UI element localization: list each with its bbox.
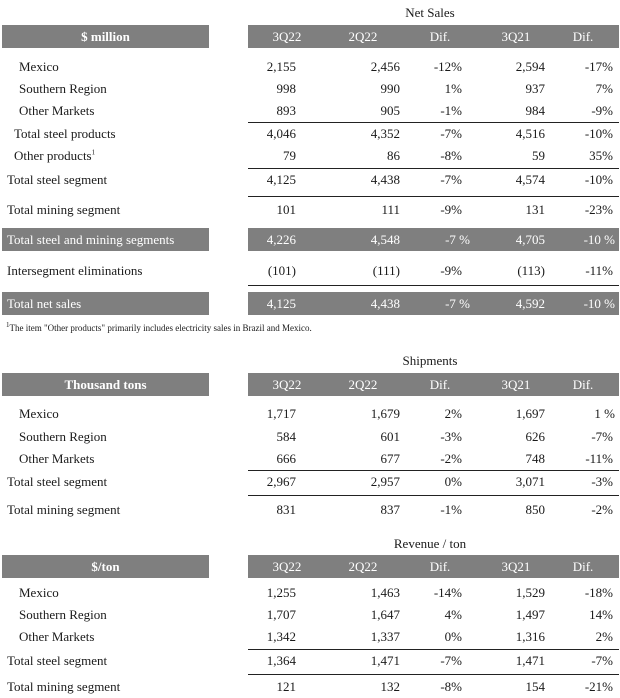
row-label: Total net sales — [7, 296, 82, 311]
table-row — [2, 146, 619, 166]
cell: 1,707 — [266, 607, 296, 622]
net-sales-header — [2, 25, 619, 48]
shipments-header-label: Thousand tons — [2, 373, 209, 396]
cell: (101) — [267, 263, 296, 278]
cell: -7% — [591, 429, 613, 444]
rule — [248, 495, 619, 496]
cell: 4,705 — [515, 232, 545, 247]
cell: 35% — [589, 148, 613, 163]
cell: 121 — [276, 679, 296, 694]
cell: 905 — [380, 103, 400, 118]
table-row — [2, 651, 619, 671]
col-3q22: 3Q22 — [272, 377, 302, 392]
cell: 998 — [276, 81, 296, 96]
cell: 14% — [589, 607, 613, 622]
footnote — [6, 322, 312, 334]
cell: 1 % — [594, 406, 615, 421]
cell: -7% — [440, 653, 462, 668]
net-sales-title: Net Sales — [405, 5, 455, 20]
col-3q21: 3Q21 — [501, 559, 531, 574]
cell: -7 % — [445, 296, 470, 311]
cell: -3% — [591, 474, 613, 489]
cell: -7% — [591, 653, 613, 668]
cell: 1,364 — [266, 653, 296, 668]
cell: 4,516 — [515, 126, 545, 141]
cell: 984 — [525, 103, 545, 118]
cell: -10 % — [583, 232, 615, 247]
table-row — [2, 627, 619, 647]
footnote-text: The item "Other products" primarily includes electricity sales in Brazil and Mexico. — [9, 323, 312, 333]
table-row — [2, 101, 619, 121]
col-3q21: 3Q21 — [501, 377, 531, 392]
rule — [248, 470, 619, 471]
revenue-per-ton-title: Revenue / ton — [393, 536, 467, 551]
cell: 1,647 — [370, 607, 400, 622]
cell: 2,155 — [266, 59, 296, 74]
cell: -11% — [585, 263, 613, 278]
cell: 2,456 — [370, 59, 400, 74]
cell: -2% — [591, 502, 613, 517]
cell: -3% — [440, 429, 462, 444]
cell: -23% — [584, 202, 613, 217]
row-label — [14, 146, 95, 166]
cell: 4,046 — [266, 126, 296, 141]
table-row-total-net-sales — [2, 292, 619, 315]
cell: -21% — [584, 679, 613, 694]
revenue-per-ton-header-label: $/ton — [2, 555, 209, 578]
cell: 626 — [525, 429, 545, 444]
col-dif-1: Dif. — [429, 29, 451, 44]
cell: 601 — [380, 429, 400, 444]
row-label: Other Markets — [19, 103, 95, 118]
cell: 1,697 — [515, 406, 545, 421]
cell: 4,574 — [515, 172, 545, 187]
col-dif-1: Dif. — [429, 559, 451, 574]
cell: 1,679 — [370, 406, 400, 421]
cell: 79 — [283, 148, 296, 163]
cell: 850 — [525, 502, 545, 517]
cell: -9% — [440, 263, 462, 278]
cell: -9% — [440, 202, 462, 217]
row-label: Mexico — [19, 59, 59, 74]
cell: 584 — [276, 429, 296, 444]
cell: -14% — [433, 585, 462, 600]
cell: 4,125 — [266, 172, 296, 187]
cell: 2% — [595, 629, 613, 644]
row-bg — [248, 228, 619, 251]
cell: 111 — [381, 202, 400, 217]
row-label: Total steel segment — [7, 172, 108, 187]
cell: 4,548 — [370, 232, 400, 247]
shipments-header — [2, 373, 619, 396]
cell: 2% — [444, 406, 462, 421]
table-row — [2, 449, 619, 469]
footnote-mark: 1 — [91, 148, 96, 157]
cell: 4,226 — [266, 232, 296, 247]
cell: 132 — [380, 679, 400, 694]
rule — [248, 674, 619, 675]
col-dif-2: Dif. — [572, 29, 594, 44]
table-row — [2, 79, 619, 99]
row-label: Total steel segment — [7, 653, 108, 668]
cell: -17% — [584, 59, 613, 74]
table-row — [2, 124, 619, 144]
cell: 893 — [276, 103, 296, 118]
col-3q22: 3Q22 — [272, 29, 302, 44]
rule — [248, 196, 619, 197]
col-2q22: 2Q22 — [348, 377, 378, 392]
cell: -1% — [440, 103, 462, 118]
footnote-mark: 1 — [6, 321, 10, 329]
cell: 4,352 — [370, 126, 400, 141]
cell: 1,337 — [370, 629, 400, 644]
table-row — [2, 427, 619, 447]
rule — [248, 168, 619, 169]
cell: 937 — [525, 81, 545, 96]
shipments-title: Shipments — [402, 353, 458, 368]
row-bg — [248, 292, 619, 315]
table-row — [2, 261, 619, 281]
table-row — [2, 605, 619, 625]
cell: 4,592 — [515, 296, 545, 311]
row-label: Southern Region — [19, 607, 107, 622]
cell: 86 — [387, 148, 400, 163]
cell: 7% — [595, 81, 613, 96]
cell: -10% — [584, 172, 613, 187]
cell: -10% — [584, 126, 613, 141]
cell: 1,255 — [266, 585, 296, 600]
rule — [248, 649, 619, 650]
cell: -11% — [585, 451, 613, 466]
rule — [248, 285, 619, 286]
cell: 1,463 — [370, 585, 400, 600]
cell: 0% — [444, 474, 462, 489]
row-label: Total steel products — [14, 126, 116, 141]
row-label: Total steel and mining segments — [7, 232, 175, 247]
row-label: Total steel segment — [7, 474, 108, 489]
row-label: Southern Region — [19, 429, 107, 444]
cell: -12% — [433, 59, 462, 74]
cell: 4,438 — [370, 296, 400, 311]
shipments-table — [2, 373, 619, 523]
table-row — [2, 57, 619, 77]
cell: -2% — [440, 451, 462, 466]
row-label: Total mining segment — [7, 202, 121, 217]
table-row — [2, 472, 619, 492]
cell: 2,957 — [370, 474, 400, 489]
cell: 990 — [380, 81, 400, 96]
cell: 748 — [525, 451, 545, 466]
table-row — [2, 583, 619, 603]
cell: 3,071 — [515, 474, 545, 489]
cell: -18% — [584, 585, 613, 600]
col-3q22: 3Q22 — [272, 559, 302, 574]
cell: (113) — [517, 263, 545, 278]
row-label-text: Other products — [14, 148, 92, 163]
table-row — [2, 500, 619, 520]
cell: 1,316 — [515, 629, 545, 644]
cell: 666 — [276, 451, 296, 466]
cell: 4,438 — [370, 172, 400, 187]
revenue-per-ton-table — [2, 555, 619, 698]
col-2q22: 2Q22 — [348, 29, 378, 44]
table-row — [2, 200, 619, 220]
row-label: Southern Region — [19, 81, 107, 96]
col-dif-1: Dif. — [429, 377, 451, 392]
cell: 59 — [532, 148, 545, 163]
cell: -10 % — [583, 296, 615, 311]
col-2q22: 2Q22 — [348, 559, 378, 574]
cell: 4% — [444, 607, 462, 622]
cell: 101 — [276, 202, 296, 217]
col-dif-2: Dif. — [572, 559, 594, 574]
row-label: Other Markets — [19, 451, 95, 466]
net-sales-table — [2, 25, 619, 320]
cell: 837 — [380, 502, 400, 517]
table-row — [2, 677, 619, 697]
cell: 4,125 — [266, 296, 296, 311]
cell: 831 — [276, 502, 296, 517]
net-sales-header-label: $ million — [2, 25, 209, 48]
cell: 677 — [380, 451, 400, 466]
cell: (111) — [372, 263, 400, 278]
row-label: Total mining segment — [7, 502, 121, 517]
cell: 1,342 — [266, 629, 296, 644]
cell: 2,594 — [515, 59, 545, 74]
row-label: Other Markets — [19, 629, 95, 644]
cell: -9% — [591, 103, 613, 118]
row-label: Mexico — [19, 585, 59, 600]
cell: -1% — [440, 502, 462, 517]
cell: -7% — [440, 172, 462, 187]
row-label: Intersegment eliminations — [7, 263, 143, 278]
table-row-total-steel-mining — [2, 228, 619, 251]
cell: 0% — [444, 629, 462, 644]
cell: 1,497 — [515, 607, 545, 622]
cell: 131 — [525, 202, 545, 217]
cell: 1,471 — [515, 653, 545, 668]
table-row — [2, 404, 619, 424]
cell: 1,529 — [515, 585, 545, 600]
col-dif-2: Dif. — [572, 377, 594, 392]
table-row — [2, 170, 619, 190]
cell: -8% — [440, 148, 462, 163]
cell: -8% — [440, 679, 462, 694]
cell: 2,967 — [266, 474, 296, 489]
cell: 1% — [444, 81, 462, 96]
col-3q21: 3Q21 — [501, 29, 531, 44]
rule — [248, 122, 619, 123]
cell: 154 — [525, 679, 545, 694]
cell: -7 % — [445, 232, 470, 247]
row-label: Total mining segment — [7, 679, 121, 694]
revenue-per-ton-header — [2, 555, 619, 578]
cell: 1,717 — [266, 406, 296, 421]
row-label: Mexico — [19, 406, 59, 421]
cell: -7% — [440, 126, 462, 141]
cell: 1,471 — [370, 653, 400, 668]
